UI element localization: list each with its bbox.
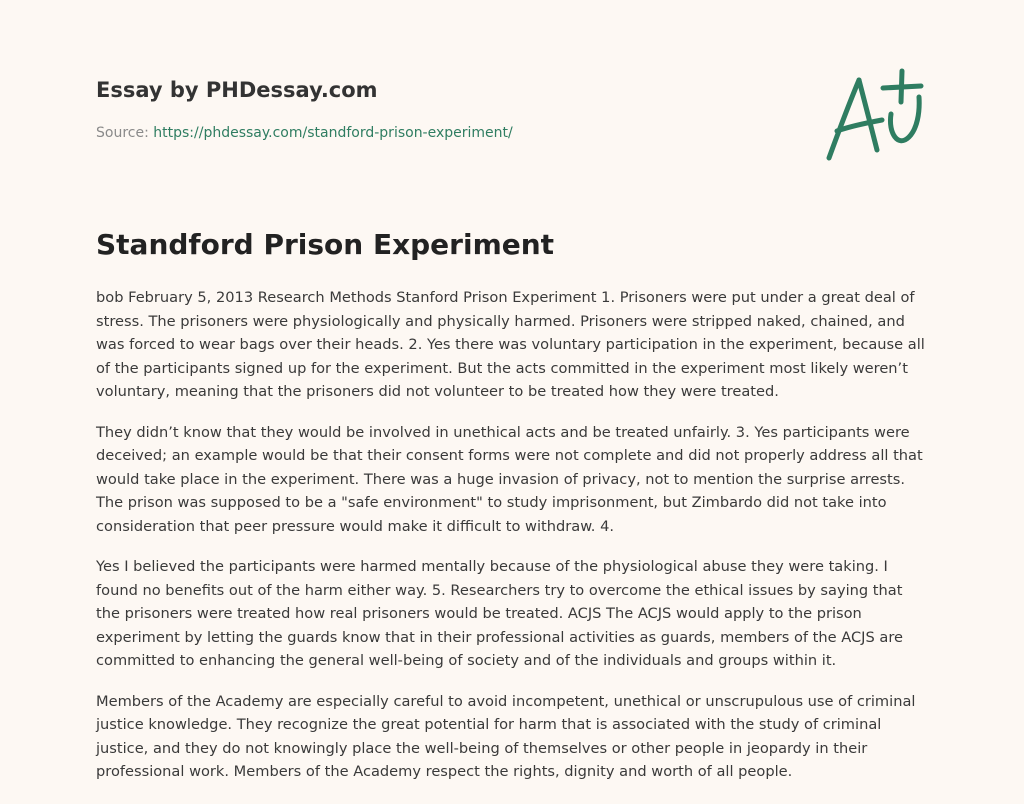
essay-body <box>96 286 930 801</box>
essay-header <box>96 76 816 143</box>
source-line <box>96 123 816 143</box>
site-brand: Essay by PHDessay.com <box>96 78 378 102</box>
essay-paragraph: bob February 5, 2013 Research Methods Stanford Prison Experiment 1. Prisoners were put under a great deal of stress. The prisoners were physiologically and physically harmed. Prisoners were stripped naked, chained, and was forced to wear bags over their heads. 2. Yes there was voluntary participation in the experiment, because all of the participants signed up for the experiment. But the acts committed in the experiment most likely weren’t voluntary, meaning that the prisoners did not volunteer to be treated how they were treated. <box>96 289 925 400</box>
source-label: Source: <box>96 125 149 141</box>
essay-title: Standford Prison Experiment <box>96 228 555 261</box>
essay-paragraph: They didn’t know that they would be involved in unethical acts and be treated unfairly. 3. Yes participants were deceived; an example would be that their consent forms were not complete and did not properly address all that would take place in the experiment. There was a huge invasion of privacy, not to mention the surprise arrests. The prison was supposed to be a "safe environment" to study imprisonment, but Zimbardo did not take into consideration that peer pressure would make it difficult to withdraw. 4. <box>96 423 923 535</box>
essay-paragraph: Yes I believed the participants were harmed mentally because of the physiological abuse they were taking. I found no benefits out of the harm either way. 5. Researchers try to overcome the ethical issues by saying that the prisoners were treated how real prisoners would be treated. ACJS The ACJS would apply to the prison experiment by letting the guards know that in their professional activities as guards, members of the ACJS are committed to enhancing the general well-being of society and of the individuals and groups within it. <box>96 558 903 669</box>
a-plus-logo-icon <box>820 66 928 166</box>
source-link[interactable]: https://phdessay.com/standford-prison-experiment/ <box>153 125 513 141</box>
essay-paragraph: Members of the Academy are especially careful to avoid incompetent, unethical or unscrupulous use of criminal justice knowledge. They recognize the great potential for harm that is associated with the study of criminal justice, and they do not knowingly place the well-being of themselves or other people in jeopardy in their professional work. Members of the Academy respect the rights, dignity and worth of all people. <box>96 692 916 780</box>
